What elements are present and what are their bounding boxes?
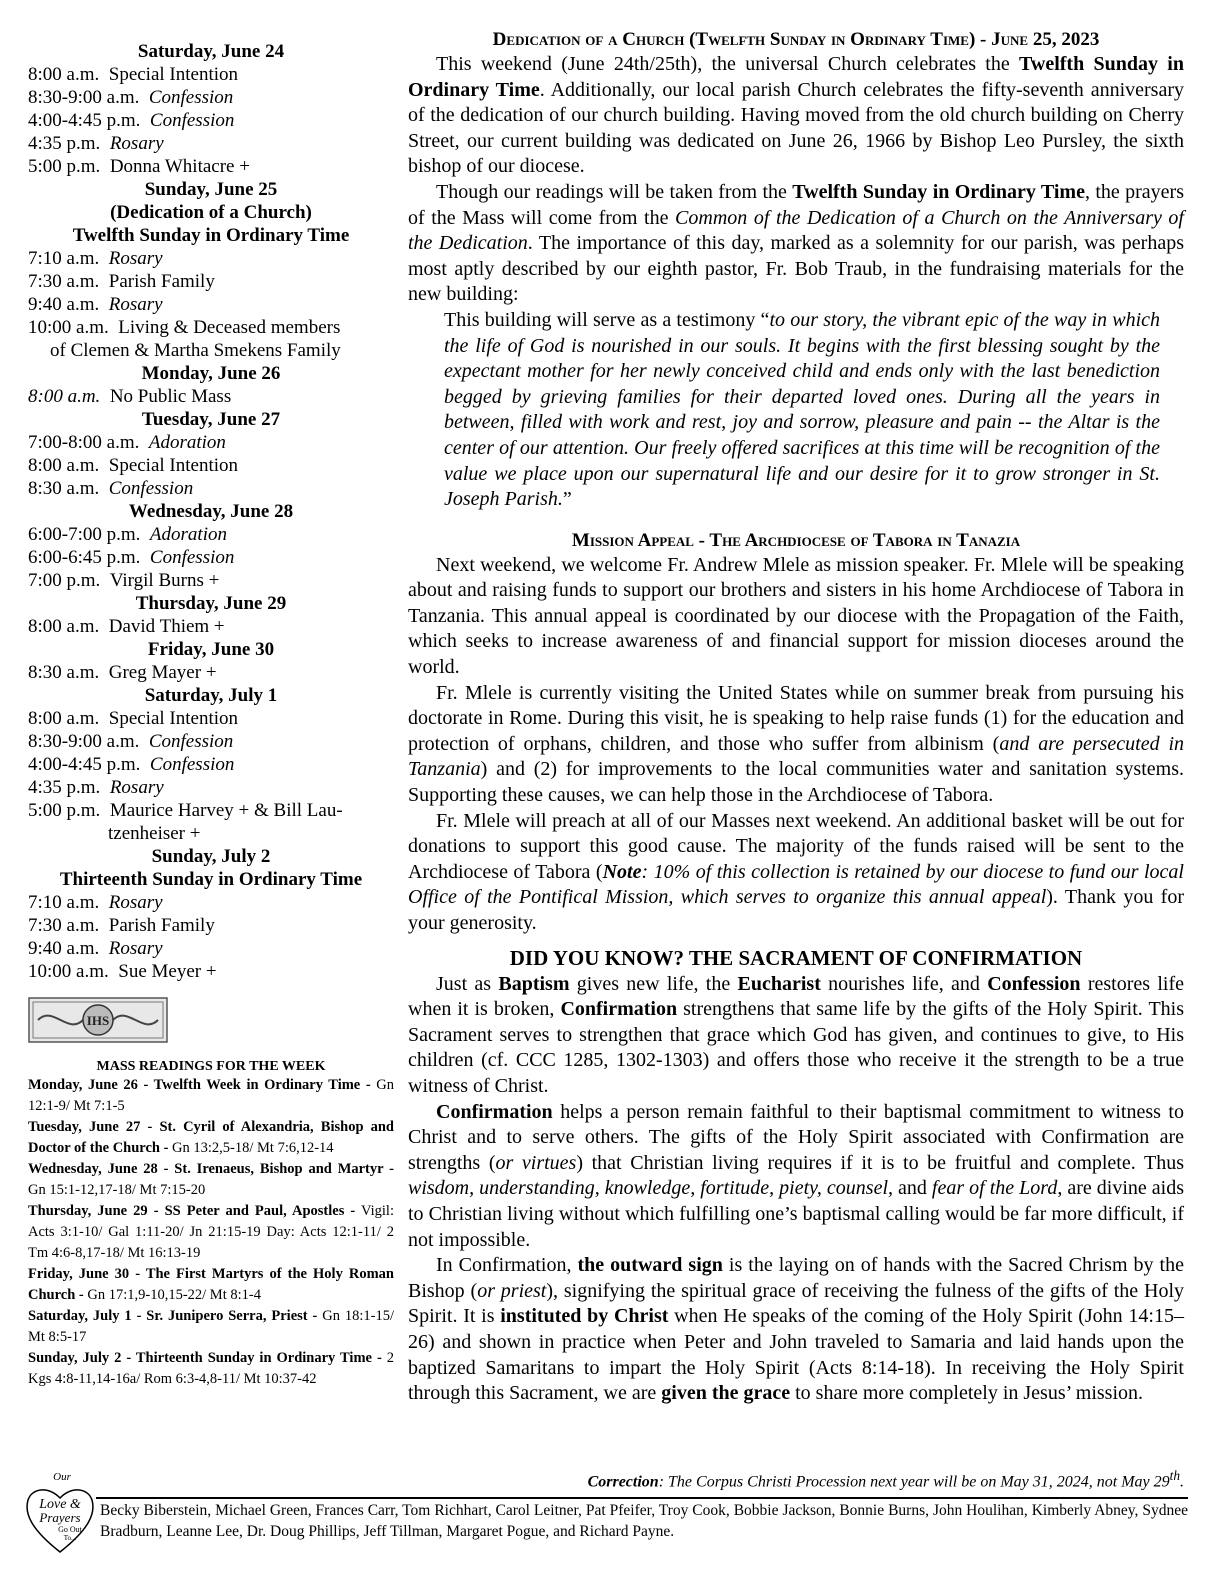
schedule-entry — [28, 569, 394, 592]
footer-divider — [96, 1497, 1188, 1499]
text-run: and — [893, 1177, 932, 1200]
schedule-time: 6:00-7:00 p.m. — [28, 524, 141, 545]
schedule-intention: Sue Meyer + — [118, 961, 217, 982]
text-run: ) and (2) for improvements to the local communities water and sanitation systems. Supporting these causes, we can help those in the Archdiocese of Tabora. — [408, 758, 1184, 807]
schedule-intention: Virgil Burns + — [109, 570, 220, 591]
schedule-intention-continued: tzenheiser + — [108, 823, 201, 844]
schedule-time: 8:30 a.m. — [28, 478, 100, 499]
text-run: Confirmation — [560, 998, 678, 1021]
schedule-intention: Confession — [149, 547, 235, 568]
schedule-entry — [28, 914, 394, 937]
schedule-intention: Rosary — [108, 892, 163, 913]
dedication-paragraph-2 — [408, 180, 1184, 308]
schedule-time: 4:00-4:45 p.m. — [28, 754, 141, 775]
text-run: gives new life, the — [569, 972, 738, 995]
reading-references: Gn 12:1-9/ Mt 7:1-5 — [28, 1077, 394, 1114]
schedule-intention-continued: of Clemen & Martha Smekens Family — [50, 340, 341, 361]
text-run: or priest — [477, 1279, 547, 1302]
reading-item — [28, 1264, 394, 1306]
schedule-intention: Rosary — [108, 938, 163, 959]
text-run: or virtues — [495, 1151, 577, 1174]
schedule-time: 4:35 p.m. — [28, 133, 101, 154]
schedule-time: 8:30-9:00 a.m. — [28, 731, 140, 752]
schedule-entry — [28, 247, 394, 270]
schedule-time: 9:40 a.m. — [28, 938, 100, 959]
text-run: Though our readings will be taken from the — [436, 180, 793, 203]
schedule-intention: Living & Deceased members — [118, 317, 341, 338]
schedule-intention: David Thiem + — [108, 616, 225, 637]
schedule-intention: No Public Mass — [109, 386, 232, 407]
schedule-intention: Special Intention — [108, 455, 239, 476]
schedule-intention: Confession — [108, 478, 194, 499]
schedule-time: 9:40 a.m. — [28, 294, 100, 315]
correction-note — [408, 1466, 1184, 1492]
schedule-entry — [28, 316, 394, 362]
schedule-time: 7:10 a.m. — [28, 248, 100, 269]
schedule-day-heading: Thursday, June 29 — [135, 593, 287, 614]
text-run: ). Thank you for your generosity. — [408, 886, 1184, 934]
reading-item — [28, 1306, 394, 1348]
schedule-entry — [28, 477, 394, 500]
reading-day: Monday, June 26 - Twelfth Week in Ordinary Time - — [28, 1077, 371, 1093]
schedule-intention: Rosary — [108, 294, 163, 315]
text-run: , the prayers of the Mass will come from the — [408, 180, 1184, 229]
text-run: ) that Christian living requires if it is to be fruitful and complete. Thus — [576, 1151, 1184, 1174]
love-prayers-heart-logo — [22, 1466, 98, 1556]
schedule-entry — [28, 937, 394, 960]
schedule-time: 8:30 a.m. — [28, 662, 100, 683]
schedule-day-heading: Saturday, July 1 — [144, 685, 278, 706]
text-run: : 10% of this collection is retained by our diocese to fund our local Office of the Pontifical Mission, which serves to organize this annual appeal — [408, 860, 1184, 909]
schedule-day-heading: Sunday, July 2 — [151, 846, 271, 867]
text-run: Eucharist — [737, 972, 821, 995]
schedule-intention: Donna Whitacre + — [109, 156, 250, 177]
text-run: ” — [562, 488, 572, 511]
reading-item — [28, 1117, 394, 1159]
schedule-intention: Confession — [148, 731, 234, 752]
ihs-ornament — [28, 997, 168, 1043]
schedule-time: 8:00 a.m. — [28, 386, 101, 407]
schedule-entry — [28, 132, 394, 155]
prayer-list-names: Becky Biberstein, Michael Green, Frances Carr, Tom Richhart, Carol Leitner, Pat Pfeifer, Troy Cook, Bobbie Jackson, Bonnie Burns, John Houlihan, Kimberly Abney, Sydnee Bradburn, Leanne Lee, Dr. Doug Phillips, Jeff Tillman, Margaret Pogue, and Richard Payne. — [100, 1502, 1188, 1540]
schedule-entry — [28, 155, 394, 178]
text-run: Just as — [436, 972, 499, 995]
text-run: wisdom, understanding, knowledge, fortitude, piety, counsel, — [408, 1177, 894, 1200]
text-run: Note — [602, 860, 642, 883]
logo-line-2: Love & — [39, 1497, 81, 1512]
schedule-time: 8:00 a.m. — [28, 616, 100, 637]
reading-day: Wednesday, June 28 - St. Irenaeus, Bishop and Martyr - — [28, 1161, 394, 1177]
schedule-entry — [28, 63, 394, 86]
logo-line-5: To... — [63, 1534, 77, 1542]
text-run: fear of the Lord — [931, 1177, 1058, 1200]
schedule-day-heading: Thirteenth Sunday in Ordinary Time — [59, 869, 363, 890]
mass-schedule — [28, 40, 394, 983]
text-run: In Confirmation, — [436, 1254, 578, 1277]
schedule-intention: Maurice Harvey + & Bill Lau- — [109, 800, 343, 821]
mass-schedule-column — [28, 40, 394, 1390]
schedule-time: 8:30-9:00 a.m. — [28, 87, 140, 108]
reading-item — [28, 1348, 394, 1390]
text-run: instituted by Christ — [500, 1305, 669, 1328]
correction-label: Correction — [587, 1473, 659, 1491]
schedule-day-heading: Wednesday, June 28 — [128, 501, 294, 522]
reading-day: Tuesday, June 27 - St. Cyril of Alexandria, Bishop and Doctor of the Church - — [28, 1119, 394, 1156]
text-run: nourishes life, and — [820, 972, 988, 995]
correction-text: : The Corpus Christi Procession next year will be on May 31, 2024, not May 29 — [658, 1473, 1170, 1491]
text-run: . Additionally, our local parish Church celebrates the fifty-seventh anniversary of the dedication of our church building. Having moved from the old church building on Cherry Street, our current building was dedicated on June 26, 1966 by Bishop Leo Pursley, the sixth bishop of our diocese. — [408, 78, 1184, 178]
reading-item — [28, 1201, 394, 1264]
schedule-day-heading: (Dedication of a Church) — [110, 202, 312, 223]
schedule-entry — [28, 661, 394, 684]
schedule-time: 10:00 a.m. — [28, 317, 109, 338]
mission-paragraph-2 — [408, 681, 1184, 809]
reading-day: Thursday, June 29 - SS Peter and Paul, Apostles - — [28, 1203, 356, 1219]
schedule-entry — [28, 546, 394, 569]
schedule-entry — [28, 776, 394, 799]
schedule-intention: Rosary — [109, 777, 164, 798]
readings-title: MASS READINGS FOR THE WEEK — [96, 1059, 326, 1074]
reading-references: Gn 13:2,5-18/ Mt 7:6,12-14 — [172, 1140, 334, 1156]
text-run: and are persecuted in Tanzania — [408, 732, 1184, 781]
schedule-time: 6:00-6:45 p.m. — [28, 547, 141, 568]
confirmation-title: DID YOU KNOW? THE SACRAMENT OF CONFIRMATION — [509, 945, 1083, 970]
schedule-intention: Confession — [149, 754, 235, 775]
schedule-entry — [28, 523, 394, 546]
text-run: Fr. Mlele will preach at all of our Masses next weekend. An additional basket will be out for donations to support this good cause. The majority of the funds raised will be sent to the Archdiocese of Tabora ( — [408, 809, 1184, 883]
schedule-time: 8:00 a.m. — [28, 708, 100, 729]
schedule-time: 7:00 p.m. — [28, 570, 101, 591]
schedule-intention: Rosary — [108, 248, 163, 269]
text-run: restores life when it is broken, — [408, 972, 1184, 1021]
schedule-entry — [28, 431, 394, 454]
schedule-intention: Parish Family — [108, 271, 215, 292]
reading-day: Friday, June 30 - The First Martyrs of the Holy Roman Church - — [28, 1266, 394, 1303]
schedule-entry — [28, 960, 394, 983]
schedule-intention: Parish Family — [108, 915, 215, 936]
schedule-entry — [28, 270, 394, 293]
schedule-entry — [28, 891, 394, 914]
schedule-day-heading: Friday, June 30 — [147, 639, 275, 660]
schedule-day-heading: Saturday, June 24 — [137, 41, 285, 62]
text-run: Confirmation — [436, 1100, 553, 1123]
schedule-day-heading: Twelfth Sunday in Ordinary Time — [72, 225, 350, 246]
articles-column — [408, 28, 1184, 1407]
schedule-intention: Confession — [149, 110, 235, 131]
schedule-day-heading: Monday, June 26 — [141, 363, 281, 384]
text-run: Twelfth Sunday in Ordinary Time — [408, 53, 1184, 101]
schedule-entry — [28, 86, 394, 109]
dedication-paragraph-1 — [408, 52, 1184, 180]
schedule-entry — [28, 109, 394, 132]
schedule-time: 8:00 a.m. — [28, 455, 100, 476]
text-run: . The importance of this day, marked as a solemnity for our parish, was perhaps most aptly described by our eighth pastor, Fr. Bob Traub, in the fundraising materials for the new building: — [408, 232, 1184, 306]
schedule-time: 7:10 a.m. — [28, 892, 100, 913]
correction-superscript: th — [1169, 1468, 1180, 1483]
schedule-time: 4:35 p.m. — [28, 777, 101, 798]
text-run: ), signifying the spiritual grace of receiving the fulness of the gifts of the Holy Spirit. It is — [408, 1279, 1185, 1328]
schedule-entry — [28, 707, 394, 730]
confirmation-paragraph-1 — [408, 972, 1184, 1100]
schedule-intention: Special Intention — [108, 708, 239, 729]
text-run: Baptism — [498, 972, 570, 995]
text-run: This weekend (June 24th/25th), the universal Church celebrates the — [436, 53, 1020, 75]
logo-line-3: Prayers — [39, 1510, 81, 1525]
logo-line-4: Go Out — [58, 1525, 82, 1534]
reading-day: Saturday, July 1 - Sr. Junipero Serra, Priest - — [28, 1308, 318, 1324]
schedule-intention: Adoration — [149, 524, 227, 545]
text-run: Twelfth Sunday in Ordinary Time — [792, 180, 1085, 203]
dedication-title: Dedication of a Church (Twelfth Sunday in Ordinary Time) - June 25, 2023 — [492, 29, 1100, 50]
schedule-time: 7:30 a.m. — [28, 915, 100, 936]
schedule-intention: Confession — [148, 87, 234, 108]
schedule-time: 8:00 a.m. — [28, 64, 100, 85]
schedule-intention: Greg Mayer + — [108, 662, 217, 683]
text-run: is the laying on of hands with the Sacred Chrism by the Bishop ( — [408, 1254, 1184, 1302]
schedule-time: 7:00-8:00 a.m. — [28, 432, 140, 453]
schedule-day-heading: Tuesday, June 27 — [141, 409, 281, 430]
schedule-time: 4:00-4:45 p.m. — [28, 110, 141, 131]
text-run: Common of the Dedication of a Church on the Anniversary of the Dedication — [408, 206, 1184, 255]
text-run: Fr. Mlele is currently visiting the United States while on summer break from pursuing his doctorate in Rome. During this visit, he is speaking to help raise funds (1) for the education and protection of orphans, children, and those who suffer from albinism ( — [408, 681, 1184, 755]
reading-day: Sunday, July 2 - Thirteenth Sunday in Ordinary Time - — [28, 1350, 382, 1366]
mission-paragraph-1 — [408, 553, 1184, 681]
text-run: Next weekend, we welcome Fr. Andrew Mlele as mission speaker. Fr. Mlele will be speaking about and raising funds to support our brothers and sisters in his home Archdiocese of Tabora in Tanzania. This annual appeal is coordinated by our diocese with the Propagation of the Faith, which seeks to increase awareness of and financial support for mission dioceses around the world. — [408, 553, 1184, 679]
text-run: when He speaks of the coming of the Holy Spirit (John 14:15–26) and shown in practice when Peter and John traveled to Samaria and laid hands upon the baptized Samaritans to impart the Holy Spirit (Acts 8:14-18). In receiving the Holy Spirit through this Sacrament, we are — [408, 1305, 1184, 1405]
mission-paragraph-3 — [408, 809, 1184, 937]
text-run: to share more completely in Jesus’ mission. — [790, 1382, 1144, 1405]
reading-references: Gn 18:1-15/ Mt 8:5-17 — [28, 1308, 395, 1345]
text-run: This building will serve as a testimony “ — [444, 308, 770, 331]
schedule-intention: Adoration — [148, 432, 226, 453]
logo-line-1: Our — [53, 1471, 71, 1483]
schedule-time: 5:00 p.m. — [28, 156, 101, 177]
dedication-quote — [444, 308, 1160, 513]
reading-references: Vigil: Acts 3:1-10/ Gal 1:11-20/ Jn 21:15-19 Day: Acts 12:1-11/ 2 Tm 4:6-8,17-18/ Mt 16:13-19 — [28, 1203, 394, 1261]
mission-title: Mission Appeal - The Archdiocese of Tabora in Tanazia — [571, 529, 1021, 551]
schedule-entry — [28, 293, 394, 316]
text-run: given the grace — [661, 1382, 791, 1405]
text-run: helps a person remain faithful to their baptismal commitment to witness to Christ and to serve others. The gifts of the Holy Spirit associated with Confirmation are strengths ( — [408, 1100, 1184, 1174]
schedule-intention: Special Intention — [108, 64, 239, 85]
schedule-time: 10:00 a.m. — [28, 961, 109, 982]
text-run: , are divine aids to Christian living without which fulfilling one’s baptismal calling would be far more difficult, if not impossible. — [408, 1177, 1185, 1251]
reading-item — [28, 1159, 394, 1201]
schedule-entry — [28, 615, 394, 638]
confirmation-paragraph-2 — [408, 1100, 1184, 1254]
confirmation-paragraph-3 — [408, 1253, 1184, 1407]
reading-references: Gn 17:1,9-10,15-22/ Mt 8:1-4 — [87, 1287, 261, 1303]
readings-list — [28, 1075, 394, 1390]
schedule-day-heading: Sunday, June 25 — [144, 179, 278, 200]
schedule-entry — [28, 454, 394, 477]
reading-item — [28, 1075, 394, 1117]
schedule-entry — [28, 753, 394, 776]
schedule-entry — [28, 385, 394, 408]
text-run: the outward sign — [577, 1254, 723, 1277]
text-run: Confession — [987, 972, 1081, 995]
reading-references: Gn 15:1-12,17-18/ Mt 7:15-20 — [28, 1182, 206, 1198]
schedule-time: 7:30 a.m. — [28, 271, 100, 292]
schedule-entry — [28, 730, 394, 753]
correction-end: . — [1180, 1473, 1184, 1491]
ornament-monogram: IHS — [86, 1013, 110, 1028]
text-run: strengthens that same life by the gifts of the Holy Spirit. This Sacrament serves to strengthen that grace which God has given, and continues to give, to His children (cf. CCC 1285, 1302-1303) and offers those who receive it the strength to be a true witness of Christ. — [408, 998, 1185, 1097]
schedule-time: 5:00 p.m. — [28, 800, 101, 821]
text-run: to our story, the vibrant epic of the way in which the life of God is nourished in our souls. It begins with the first blessing sought by the expectant mother for her newly conceived child and ends only with the last benediction begged by grieving families for their departed loved ones. During all the years in between, filled with work and rest, joy and sorrow, pleasure and pain -- the Altar is the center of our attention. Our freely offered sacrifices at this time will be recognition of the value we place upon our supernatural life and our desire for it to grow stronger in St. Joseph Parish. — [444, 308, 1160, 511]
reading-references: 2 Kgs 4:8-11,14-16a/ Rom 6:3-4,8-11/ Mt 10:37-42 — [28, 1350, 395, 1387]
schedule-entry — [28, 799, 394, 845]
schedule-intention: Rosary — [109, 133, 164, 154]
